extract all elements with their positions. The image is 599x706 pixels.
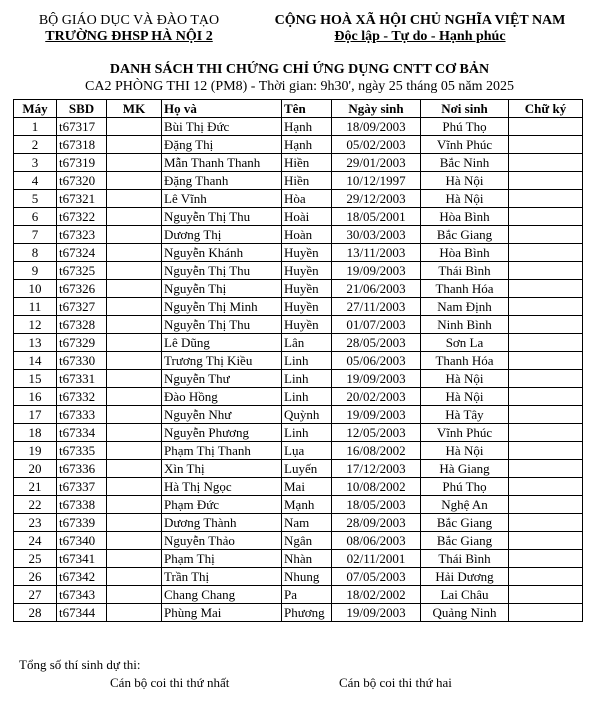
cell-may: 13 (14, 334, 57, 352)
cell-mk (107, 154, 162, 172)
cell-chu-ky (509, 226, 583, 244)
cell-ho: Đặng Thị (162, 136, 282, 154)
cell-chu-ky (509, 172, 583, 190)
cell-ngay-sinh: 05/06/2003 (332, 352, 421, 370)
cell-chu-ky (509, 298, 583, 316)
cell-ngay-sinh: 19/09/2003 (332, 406, 421, 424)
table-row (14, 478, 583, 496)
cell-ten: Hoài (282, 208, 332, 226)
table-row (14, 190, 583, 208)
cell-may: 19 (14, 442, 57, 460)
cell-ngay-sinh: 02/11/2001 (332, 550, 421, 568)
cell-may: 6 (14, 208, 57, 226)
cell-sbd: t67341 (57, 550, 107, 568)
cell-ngay-sinh: 29/12/2003 (332, 190, 421, 208)
cell-ho: Lê Dũng (162, 334, 282, 352)
cell-ngay-sinh: 27/11/2003 (332, 298, 421, 316)
cell-ten: Huyền (282, 262, 332, 280)
cell-noi-sinh: Hà Nội (421, 442, 509, 460)
cell-mk (107, 604, 162, 622)
cell-chu-ky (509, 604, 583, 622)
cell-chu-ky (509, 442, 583, 460)
candidate-table (13, 99, 583, 622)
cell-ten: Lân (282, 334, 332, 352)
cell-ten: Mạnh (282, 496, 332, 514)
cell-ho: Dương Thị (162, 226, 282, 244)
cell-may: 8 (14, 244, 57, 262)
cell-ten: Hòa (282, 190, 332, 208)
cell-sbd: t67320 (57, 172, 107, 190)
table-row (14, 280, 583, 298)
cell-sbd: t67328 (57, 316, 107, 334)
school-name: TRƯỜNG ĐHSP HÀ NỘI 2 (45, 29, 213, 44)
cell-noi-sinh: Hà Tây (421, 406, 509, 424)
cell-ngay-sinh: 17/12/2003 (332, 460, 421, 478)
cell-ten: Hạnh (282, 136, 332, 154)
cell-ho: Lê Vĩnh (162, 190, 282, 208)
cell-ho: Nguyễn Thảo (162, 532, 282, 550)
cell-chu-ky (509, 316, 583, 334)
table-row (14, 154, 583, 172)
cell-noi-sinh: Vĩnh Phúc (421, 424, 509, 442)
cell-ngay-sinh: 13/11/2003 (332, 244, 421, 262)
cell-mk (107, 298, 162, 316)
table-row (14, 496, 583, 514)
cell-sbd: t67337 (57, 478, 107, 496)
cell-noi-sinh: Hà Nội (421, 370, 509, 388)
cell-chu-ky (509, 388, 583, 406)
cell-chu-ky (509, 514, 583, 532)
cell-noi-sinh: Sơn La (421, 334, 509, 352)
cell-mk (107, 406, 162, 424)
cell-ho: Xìn Thị (162, 460, 282, 478)
cell-sbd: t67336 (57, 460, 107, 478)
cell-ho: Dương Thành (162, 514, 282, 532)
cell-mk (107, 190, 162, 208)
cell-ho: Nguyễn Phương (162, 424, 282, 442)
cell-mk (107, 118, 162, 136)
cell-mk (107, 226, 162, 244)
cell-may: 5 (14, 190, 57, 208)
exam-session-info: CA2 PHÒNG THI 12 (PM8) - Thời gian: 9h30', ngày 25 tháng 05 năm 2025 (85, 79, 514, 94)
table-row (14, 442, 583, 460)
table-row (14, 604, 583, 622)
table-row (14, 406, 583, 424)
cell-chu-ky (509, 406, 583, 424)
cell-ngay-sinh: 16/08/2002 (332, 442, 421, 460)
cell-ten: Linh (282, 388, 332, 406)
cell-ngay-sinh: 29/01/2003 (332, 154, 421, 172)
cell-may: 18 (14, 424, 57, 442)
cell-noi-sinh: Thanh Hóa (421, 280, 509, 298)
cell-may: 3 (14, 154, 57, 172)
cell-ngay-sinh: 12/05/2003 (332, 424, 421, 442)
cell-ngay-sinh: 19/09/2003 (332, 604, 421, 622)
col-header-mk: MK (107, 100, 162, 118)
table-row (14, 118, 583, 136)
cell-ten: Hạnh (282, 118, 332, 136)
cell-chu-ky (509, 244, 583, 262)
cell-mk (107, 136, 162, 154)
cell-mk (107, 550, 162, 568)
cell-ten: Nhàn (282, 550, 332, 568)
cell-may: 2 (14, 136, 57, 154)
cell-sbd: t67327 (57, 298, 107, 316)
cell-ten: Luyến (282, 460, 332, 478)
cell-noi-sinh: Thái Bình (421, 262, 509, 280)
table-row (14, 424, 583, 442)
cell-noi-sinh: Hà Nội (421, 388, 509, 406)
cell-ten: Lụa (282, 442, 332, 460)
cell-ten: Huyền (282, 280, 332, 298)
col-header-may: Máy (14, 100, 57, 118)
cell-ngay-sinh: 19/09/2003 (332, 262, 421, 280)
cell-sbd: t67319 (57, 154, 107, 172)
cell-noi-sinh: Ninh Bình (421, 316, 509, 334)
national-motto: Độc lập - Tự do - Hạnh phúc (334, 29, 506, 44)
col-header-ngay-sinh: Ngày sinh (332, 100, 421, 118)
cell-sbd: t67330 (57, 352, 107, 370)
cell-noi-sinh: Vĩnh Phúc (421, 136, 509, 154)
cell-ten: Huyền (282, 244, 332, 262)
cell-chu-ky (509, 136, 583, 154)
cell-ngay-sinh: 20/02/2003 (332, 388, 421, 406)
cell-ho: Trương Thị Kiều (162, 352, 282, 370)
cell-noi-sinh: Nghệ An (421, 496, 509, 514)
cell-noi-sinh: Thái Bình (421, 550, 509, 568)
header-left (18, 13, 240, 45)
cell-ho: Phạm Đức (162, 496, 282, 514)
cell-may: 21 (14, 478, 57, 496)
cell-may: 22 (14, 496, 57, 514)
cell-sbd: t67318 (57, 136, 107, 154)
cell-sbd: t67338 (57, 496, 107, 514)
cell-mk (107, 388, 162, 406)
cell-noi-sinh: Quảng Ninh (421, 604, 509, 622)
cell-sbd: t67332 (57, 388, 107, 406)
cell-may: 14 (14, 352, 57, 370)
cell-ngay-sinh: 28/05/2003 (332, 334, 421, 352)
cell-noi-sinh: Phú Thọ (421, 478, 509, 496)
cell-sbd: t67323 (57, 226, 107, 244)
proctor-2-label: Cán bộ coi thi thứ hai (339, 675, 452, 690)
cell-noi-sinh: Nam Định (421, 298, 509, 316)
cell-mk (107, 280, 162, 298)
cell-ten: Hiền (282, 154, 332, 172)
cell-chu-ky (509, 460, 583, 478)
cell-mk (107, 478, 162, 496)
cell-mk (107, 586, 162, 604)
cell-ngay-sinh: 07/05/2003 (332, 568, 421, 586)
cell-ten: Linh (282, 424, 332, 442)
cell-ho: Nguyễn Như (162, 406, 282, 424)
cell-ho: Nguyễn Thị Thu (162, 316, 282, 334)
cell-noi-sinh: Phú Thọ (421, 118, 509, 136)
cell-may: 24 (14, 532, 57, 550)
col-header-sbd: SBD (57, 100, 107, 118)
cell-noi-sinh: Lai Châu (421, 586, 509, 604)
cell-ten: Pa (282, 586, 332, 604)
cell-chu-ky (509, 262, 583, 280)
cell-chu-ky (509, 352, 583, 370)
cell-may: 17 (14, 406, 57, 424)
table-row (14, 352, 583, 370)
cell-mk (107, 172, 162, 190)
col-header-noi-sinh: Nơi sinh (421, 100, 509, 118)
cell-ho: Nguyễn Thị Minh (162, 298, 282, 316)
cell-mk (107, 568, 162, 586)
cell-noi-sinh: Bắc Giang (421, 226, 509, 244)
cell-ngay-sinh: 18/05/2001 (332, 208, 421, 226)
cell-mk (107, 532, 162, 550)
cell-noi-sinh: Bắc Giang (421, 532, 509, 550)
cell-ten: Linh (282, 352, 332, 370)
cell-chu-ky (509, 208, 583, 226)
cell-ho: Đặng Thanh (162, 172, 282, 190)
cell-noi-sinh: Bắc Giang (421, 514, 509, 532)
col-header-chu-ky: Chữ ký (509, 100, 583, 118)
cell-noi-sinh: Hà Giang (421, 460, 509, 478)
cell-ten: Huyền (282, 316, 332, 334)
cell-sbd: t67340 (57, 532, 107, 550)
cell-mk (107, 352, 162, 370)
cell-may: 15 (14, 370, 57, 388)
cell-ten: Hoàn (282, 226, 332, 244)
cell-ngay-sinh: 01/07/2003 (332, 316, 421, 334)
proctor-1-label: Cán bộ coi thi thứ nhất (110, 675, 230, 690)
cell-chu-ky (509, 550, 583, 568)
cell-sbd: t67335 (57, 442, 107, 460)
cell-ho: Nguyễn Thư (162, 370, 282, 388)
cell-may: 27 (14, 586, 57, 604)
cell-chu-ky (509, 478, 583, 496)
cell-ho: Nguyễn Thị Thu (162, 262, 282, 280)
cell-ngay-sinh: 10/08/2002 (332, 478, 421, 496)
cell-may: 9 (14, 262, 57, 280)
cell-ngay-sinh: 30/03/2003 (332, 226, 421, 244)
cell-may: 11 (14, 298, 57, 316)
cell-ho: Chang Chang (162, 586, 282, 604)
cell-noi-sinh: Hà Nội (421, 190, 509, 208)
cell-ho: Mẫn Thanh Thanh (162, 154, 282, 172)
cell-chu-ky (509, 280, 583, 298)
cell-sbd: t67333 (57, 406, 107, 424)
cell-ten: Ngân (282, 532, 332, 550)
cell-sbd: t67326 (57, 280, 107, 298)
cell-ho: Bùi Thị Đức (162, 118, 282, 136)
cell-ngay-sinh: 18/02/2002 (332, 586, 421, 604)
cell-ten: Mai (282, 478, 332, 496)
cell-sbd: t67339 (57, 514, 107, 532)
cell-mk (107, 244, 162, 262)
cell-may: 4 (14, 172, 57, 190)
cell-chu-ky (509, 424, 583, 442)
cell-chu-ky (509, 154, 583, 172)
table-row (14, 370, 583, 388)
cell-ho: Nguyễn Khánh (162, 244, 282, 262)
cell-ngay-sinh: 28/09/2003 (332, 514, 421, 532)
cell-ho: Đào Hồng (162, 388, 282, 406)
cell-ten: Quỳnh (282, 406, 332, 424)
cell-sbd: t67329 (57, 334, 107, 352)
cell-ngay-sinh: 18/05/2003 (332, 496, 421, 514)
cell-ten: Hiền (282, 172, 332, 190)
cell-ngay-sinh: 08/06/2003 (332, 532, 421, 550)
cell-noi-sinh: Thanh Hóa (421, 352, 509, 370)
table-row (14, 172, 583, 190)
cell-ho: Phạm Thị (162, 550, 282, 568)
cell-chu-ky (509, 568, 583, 586)
cell-ngay-sinh: 21/06/2003 (332, 280, 421, 298)
cell-noi-sinh: Hòa Bình (421, 244, 509, 262)
cell-mk (107, 316, 162, 334)
cell-sbd: t67321 (57, 190, 107, 208)
cell-sbd: t67344 (57, 604, 107, 622)
table-row (14, 298, 583, 316)
total-candidates-label: Tổng số thí sinh dự thi: (19, 657, 141, 672)
cell-chu-ky (509, 118, 583, 136)
cell-may: 25 (14, 550, 57, 568)
table-row (14, 586, 583, 604)
cell-noi-sinh: Hải Dương (421, 568, 509, 586)
cell-may: 10 (14, 280, 57, 298)
cell-noi-sinh: Hòa Bình (421, 208, 509, 226)
cell-may: 1 (14, 118, 57, 136)
cell-ten: Phương (282, 604, 332, 622)
cell-may: 7 (14, 226, 57, 244)
table-row (14, 262, 583, 280)
cell-sbd: t67325 (57, 262, 107, 280)
nation-name: CỘNG HOÀ XÃ HỘI CHỦ NGHĨA VIỆT NAM (274, 13, 566, 28)
cell-may: 20 (14, 460, 57, 478)
cell-may: 16 (14, 388, 57, 406)
table-row (14, 568, 583, 586)
cell-sbd: t67322 (57, 208, 107, 226)
cell-chu-ky (509, 190, 583, 208)
cell-chu-ky (509, 532, 583, 550)
cell-mk (107, 370, 162, 388)
cell-noi-sinh: Bắc Ninh (421, 154, 509, 172)
cell-chu-ky (509, 370, 583, 388)
cell-ngay-sinh: 18/09/2003 (332, 118, 421, 136)
cell-sbd: t67331 (57, 370, 107, 388)
cell-sbd: t67343 (57, 586, 107, 604)
col-header-ho: Họ và (162, 100, 282, 118)
document-title: DANH SÁCH THI CHỨNG CHỈ ỨNG DỤNG CNTT CƠ BẢN (109, 62, 490, 77)
table-row (14, 136, 583, 154)
cell-ngay-sinh: 10/12/1997 (332, 172, 421, 190)
table-row (14, 244, 583, 262)
table-row (14, 460, 583, 478)
cell-ten: Nhung (282, 568, 332, 586)
col-header-ten: Tên (282, 100, 332, 118)
cell-mk (107, 262, 162, 280)
cell-chu-ky (509, 334, 583, 352)
ministry-name: BỘ GIÁO DỤC VÀ ĐÀO TẠO (38, 13, 220, 28)
cell-ho: Nguyễn Thị (162, 280, 282, 298)
cell-ngay-sinh: 05/02/2003 (332, 136, 421, 154)
cell-chu-ky (509, 586, 583, 604)
cell-ho: Trần Thị (162, 568, 282, 586)
cell-sbd: t67317 (57, 118, 107, 136)
cell-ho: Phạm Thị Thanh (162, 442, 282, 460)
table-row (14, 514, 583, 532)
cell-mk (107, 514, 162, 532)
cell-may: 26 (14, 568, 57, 586)
cell-ho: Hà Thị Ngọc (162, 478, 282, 496)
cell-mk (107, 496, 162, 514)
table-row (14, 316, 583, 334)
cell-ho: Phùng Mai (162, 604, 282, 622)
cell-may: 12 (14, 316, 57, 334)
cell-ten: Nam (282, 514, 332, 532)
cell-mk (107, 424, 162, 442)
cell-chu-ky (509, 496, 583, 514)
cell-ho: Nguyễn Thị Thu (162, 208, 282, 226)
table-row (14, 334, 583, 352)
cell-mk (107, 334, 162, 352)
table-row (14, 208, 583, 226)
table-row (14, 226, 583, 244)
cell-ten: Linh (282, 370, 332, 388)
cell-ngay-sinh: 19/09/2003 (332, 370, 421, 388)
cell-mk (107, 208, 162, 226)
cell-ten: Huyền (282, 298, 332, 316)
table-row (14, 550, 583, 568)
cell-sbd: t67324 (57, 244, 107, 262)
table-header-row (14, 100, 583, 118)
table-row (14, 388, 583, 406)
cell-noi-sinh: Hà Nội (421, 172, 509, 190)
cell-sbd: t67342 (57, 568, 107, 586)
cell-mk (107, 442, 162, 460)
cell-may: 23 (14, 514, 57, 532)
cell-mk (107, 460, 162, 478)
cell-may: 28 (14, 604, 57, 622)
header-right (262, 13, 578, 45)
cell-sbd: t67334 (57, 424, 107, 442)
table-row (14, 532, 583, 550)
